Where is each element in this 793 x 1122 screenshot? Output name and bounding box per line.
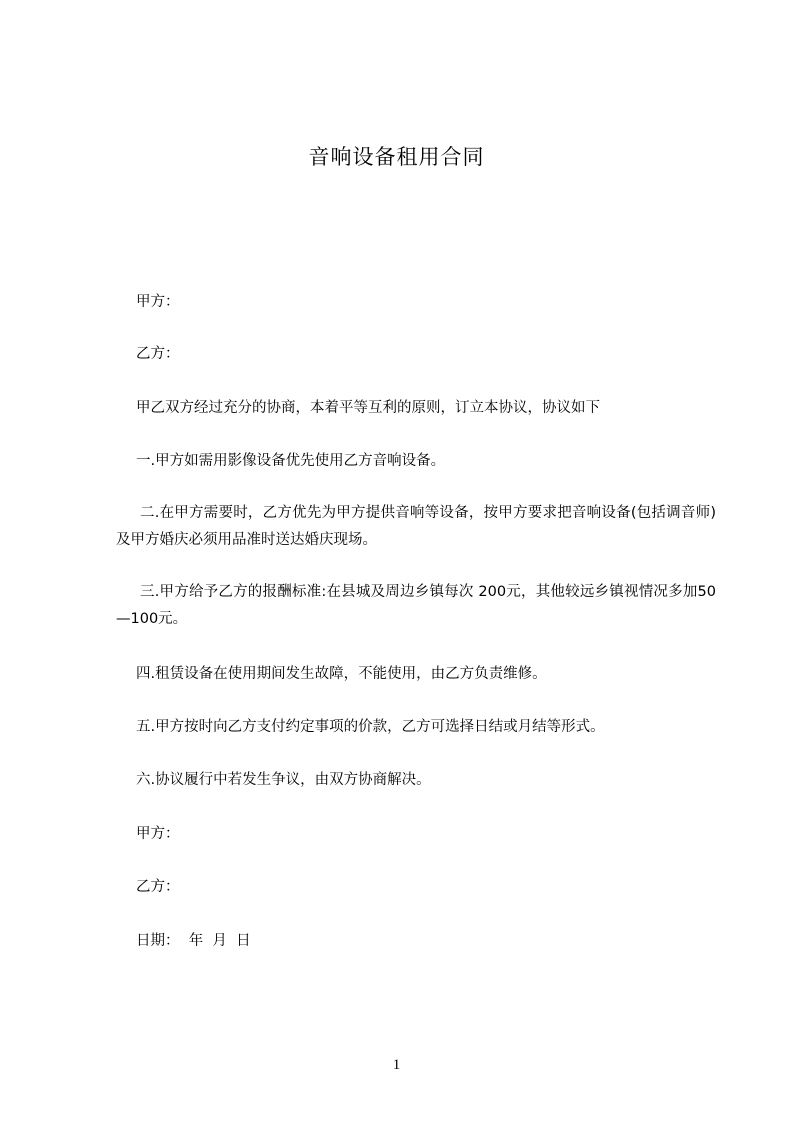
party-b-label: 乙方： [136,346,180,362]
signature-party-a: 甲方： [136,826,180,842]
party-a-label: 甲方： [136,294,180,310]
clause-4: 四.租赁设备在使用期间发生故障，不能使用，由乙方负责维修。 [136,666,547,682]
signature-party-b: 乙方： [136,879,180,895]
clause-5: 五.甲方按时向乙方支付约定事项的价款，乙方可选择日结或月结等形式。 [136,719,605,735]
page-number: 1 [392,1057,401,1073]
clause-1: 一.甲方如需用影像设备优先使用乙方音响设备。 [136,453,446,469]
clause-3: 三.甲方给予乙方的报酬标准:在县城及周边乡镇每次 200元，其他较远乡镇视情况多加50—100元。 [116,584,716,627]
clause-2: 二.在甲方需要时，乙方优先为甲方提供音响等设备，按甲方要求把音响设备(包括调音师)及甲方婚庆必须用品准时送达婚庆现场。 [116,505,716,548]
clause-6: 六.协议履行中若发生争议，由双方协商解决。 [136,772,431,788]
document-title: 音响设备租用合同 [308,145,485,169]
date-line: 日期： 年 月 日 [136,933,251,949]
intro-paragraph: 甲乙双方经过充分的协商，本着平等互利的原则，订立本协议，协议如下 [136,400,600,416]
